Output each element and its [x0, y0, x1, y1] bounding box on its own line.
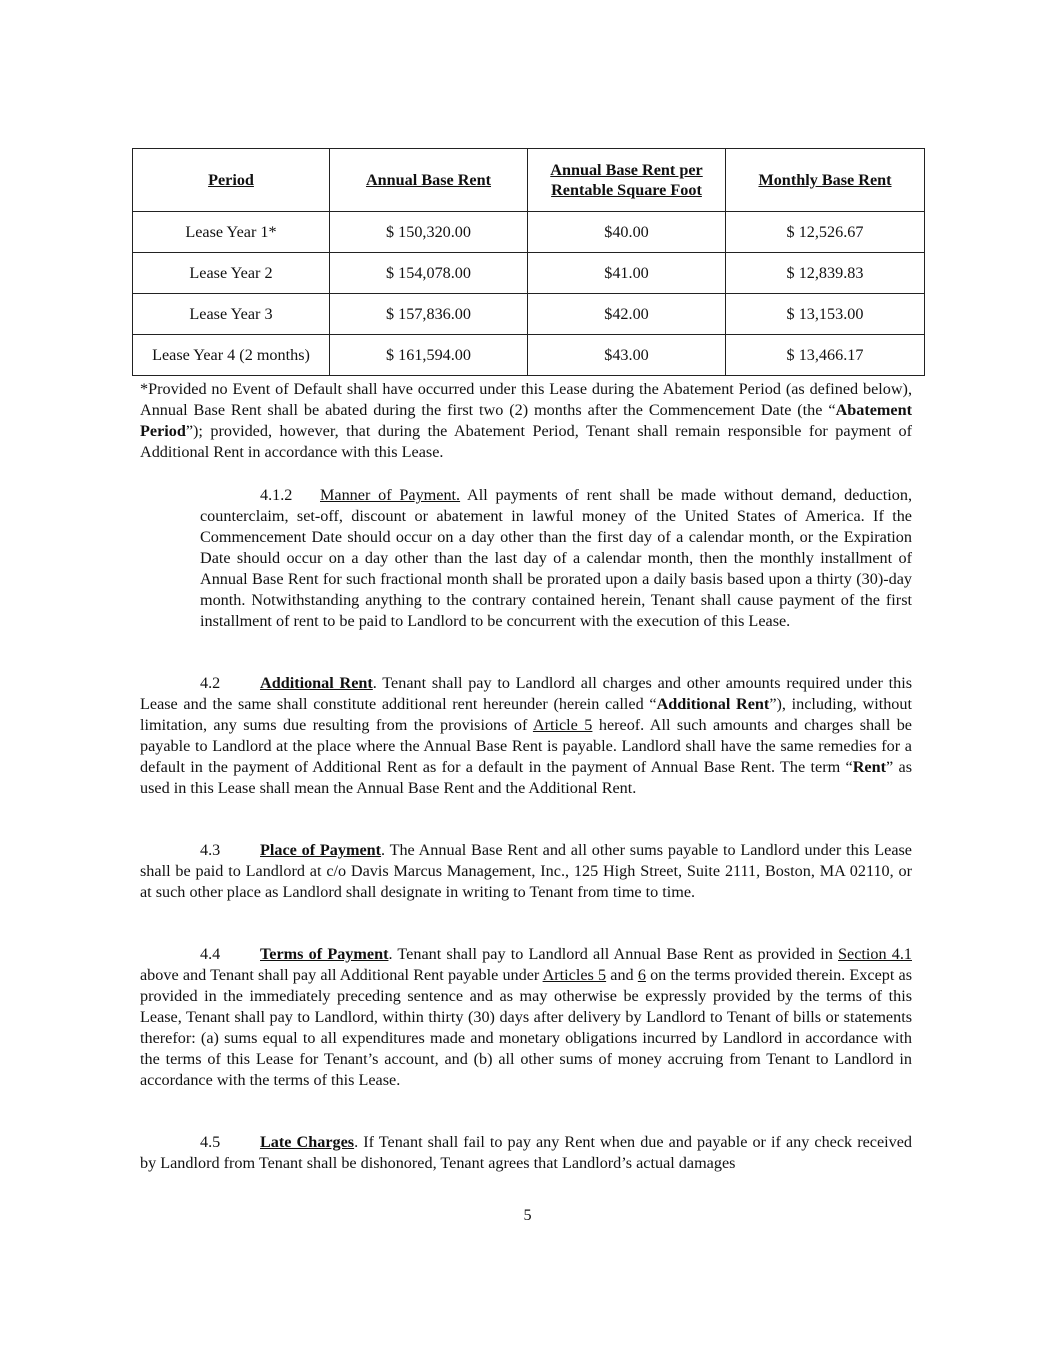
header-period: Period — [133, 149, 330, 212]
section-body: hereof. All such amounts and charges shall be payable to Landlord at the place where the Annual Base Rent is payable. Landlord shall have the same remedies for a default in the payment of Additional Rent as for a default in the payment of Annual Base Rent. The term “ — [140, 716, 912, 776]
section-number: 4.3 — [200, 841, 221, 859]
cross-reference: Articles 5 — [542, 966, 607, 984]
cell-annual: $ 150,320.00 — [330, 212, 528, 253]
cell-per-sqft: $43.00 — [528, 335, 726, 376]
cell-per-sqft: $42.00 — [528, 294, 726, 335]
footnote-text: ”); provided, however, that during the Abatement Period, Tenant shall remain responsible for payment of Additional Rent in accordance with this Lease. — [140, 422, 912, 461]
cell-annual: $ 161,594.00 — [330, 335, 528, 376]
header-monthly-base-rent: Monthly Base Rent — [726, 149, 925, 212]
section-number: 4.4 — [200, 945, 221, 963]
rent-schedule-table — [132, 148, 925, 376]
section-4-3 — [140, 840, 912, 903]
page-number: 5 — [523, 1206, 532, 1224]
section-body: ”), including, without limitation, any sums due resulting from the provisions of — [140, 695, 912, 734]
cross-reference: Section 4.1 — [838, 945, 912, 963]
cross-reference: 6 — [637, 966, 646, 984]
table-row — [133, 253, 925, 294]
section-heading: Late Charges — [260, 1133, 355, 1151]
abatement-footnote — [140, 379, 912, 463]
section-number: 4.5 — [200, 1133, 221, 1151]
cell-period: Lease Year 4 (2 months) — [133, 335, 330, 376]
cell-per-sqft: $40.00 — [528, 212, 726, 253]
section-body: ” as used in this Lease shall mean the Annual Base Rent and the Additional Rent. — [140, 758, 912, 797]
section-heading: Manner of Payment. — [320, 486, 461, 504]
table-header-row — [133, 149, 925, 212]
section-body: . Tenant shall pay to Landlord all Annual Base Rent as provided in — [388, 945, 838, 963]
cell-monthly: $ 12,526.67 — [726, 212, 925, 253]
cell-monthly: $ 13,466.17 — [726, 335, 925, 376]
section-body: All payments of rent shall be made without demand, deduction, counterclaim, set-off, discount or abatement in lawful money of the United States of America. If the Commencement Date should occur on a day other than the first day of a calendar month, or the Expiration Date should occur on a day other than the last day of a calendar month, then the monthly installment of Annual Base Rent for such fractional month shall be prorated upon a daily basis based upon a thirty (30)-day month. Notwithstanding anything to the contrary contained herein, Tenant shall cause payment of the first installment of rent to be paid to Landlord to be concurrent with the execution of this Lease. — [200, 486, 912, 630]
section-heading: Additional Rent — [260, 674, 373, 692]
footnote-defined-term: Abatement Period — [140, 401, 912, 440]
section-4-1-2 — [200, 485, 912, 632]
cell-period: Lease Year 1* — [133, 212, 330, 253]
section-body: . If Tenant shall fail to pay any Rent when due and payable or if any check received by Landlord from Tenant shall be dishonored, Tenant agrees that Landlord’s actual damages — [140, 1133, 913, 1172]
section-number: 4.1.2 — [260, 486, 293, 504]
footnote-text: *Provided no Event of Default shall have occurred under this Lease during the Abatement Period (as defined below), Annual Base Rent shall be abated during the first two (2) months after the Commencement Date (the “ — [140, 380, 912, 419]
cross-reference: Article 5 — [532, 716, 593, 734]
table-row — [133, 294, 925, 335]
section-body: . Tenant shall pay to Landlord all charges and other amounts required under this Lease and the same shall constitute additional rent hereunder (herein called “ — [140, 674, 912, 713]
cell-monthly: $ 12,839.83 — [726, 253, 925, 294]
table-row — [133, 335, 925, 376]
section-heading: Terms of Payment — [260, 945, 389, 963]
header-annual-base-rent: Annual Base Rent — [330, 149, 528, 212]
cell-period: Lease Year 2 — [133, 253, 330, 294]
section-body: on the terms provided therein. Except as provided in the immediately preceding sentence and as may otherwise be expressly provided by the terms of this Lease, Tenant shall pay to Landlord, within thirty (30) days after delivery by Landlord to Tenant of bills or statements therefor: (a) sums equal to all expenditures made and monetary obligations incurred by Landlord in accordance with the terms of this Lease for Tenant’s account, and (b) all other sums of money accruing from Tenant to Landlord in accordance with the terms of this Lease. — [140, 966, 912, 1089]
cell-annual: $ 154,078.00 — [330, 253, 528, 294]
section-4-5 — [140, 1132, 912, 1174]
section-number: 4.2 — [200, 674, 221, 692]
cell-per-sqft: $41.00 — [528, 253, 726, 294]
section-heading: Place of Payment — [260, 841, 382, 859]
cell-period: Lease Year 3 — [133, 294, 330, 335]
cell-annual: $ 157,836.00 — [330, 294, 528, 335]
cell-monthly: $ 13,153.00 — [726, 294, 925, 335]
table-row — [133, 212, 925, 253]
defined-term: Rent — [852, 758, 886, 776]
defined-term: Additional Rent — [656, 695, 770, 713]
section-body: . The Annual Base Rent and all other sums payable to Landlord under this Lease shall be paid to Landlord at c/o Davis Marcus Management, Inc., 125 High Street, Suite 2111, Boston, MA 02110, or at such other place as Landlord shall designate in writing to Tenant from time to time. — [140, 841, 912, 901]
section-body: above and Tenant shall pay all Additional Rent payable under — [140, 966, 543, 984]
section-body: and — [606, 966, 638, 984]
header-rent-per-sqft: Annual Base Rent per Rentable Square Foot — [528, 149, 726, 212]
section-4-4 — [140, 944, 912, 1091]
section-4-2 — [140, 673, 912, 799]
